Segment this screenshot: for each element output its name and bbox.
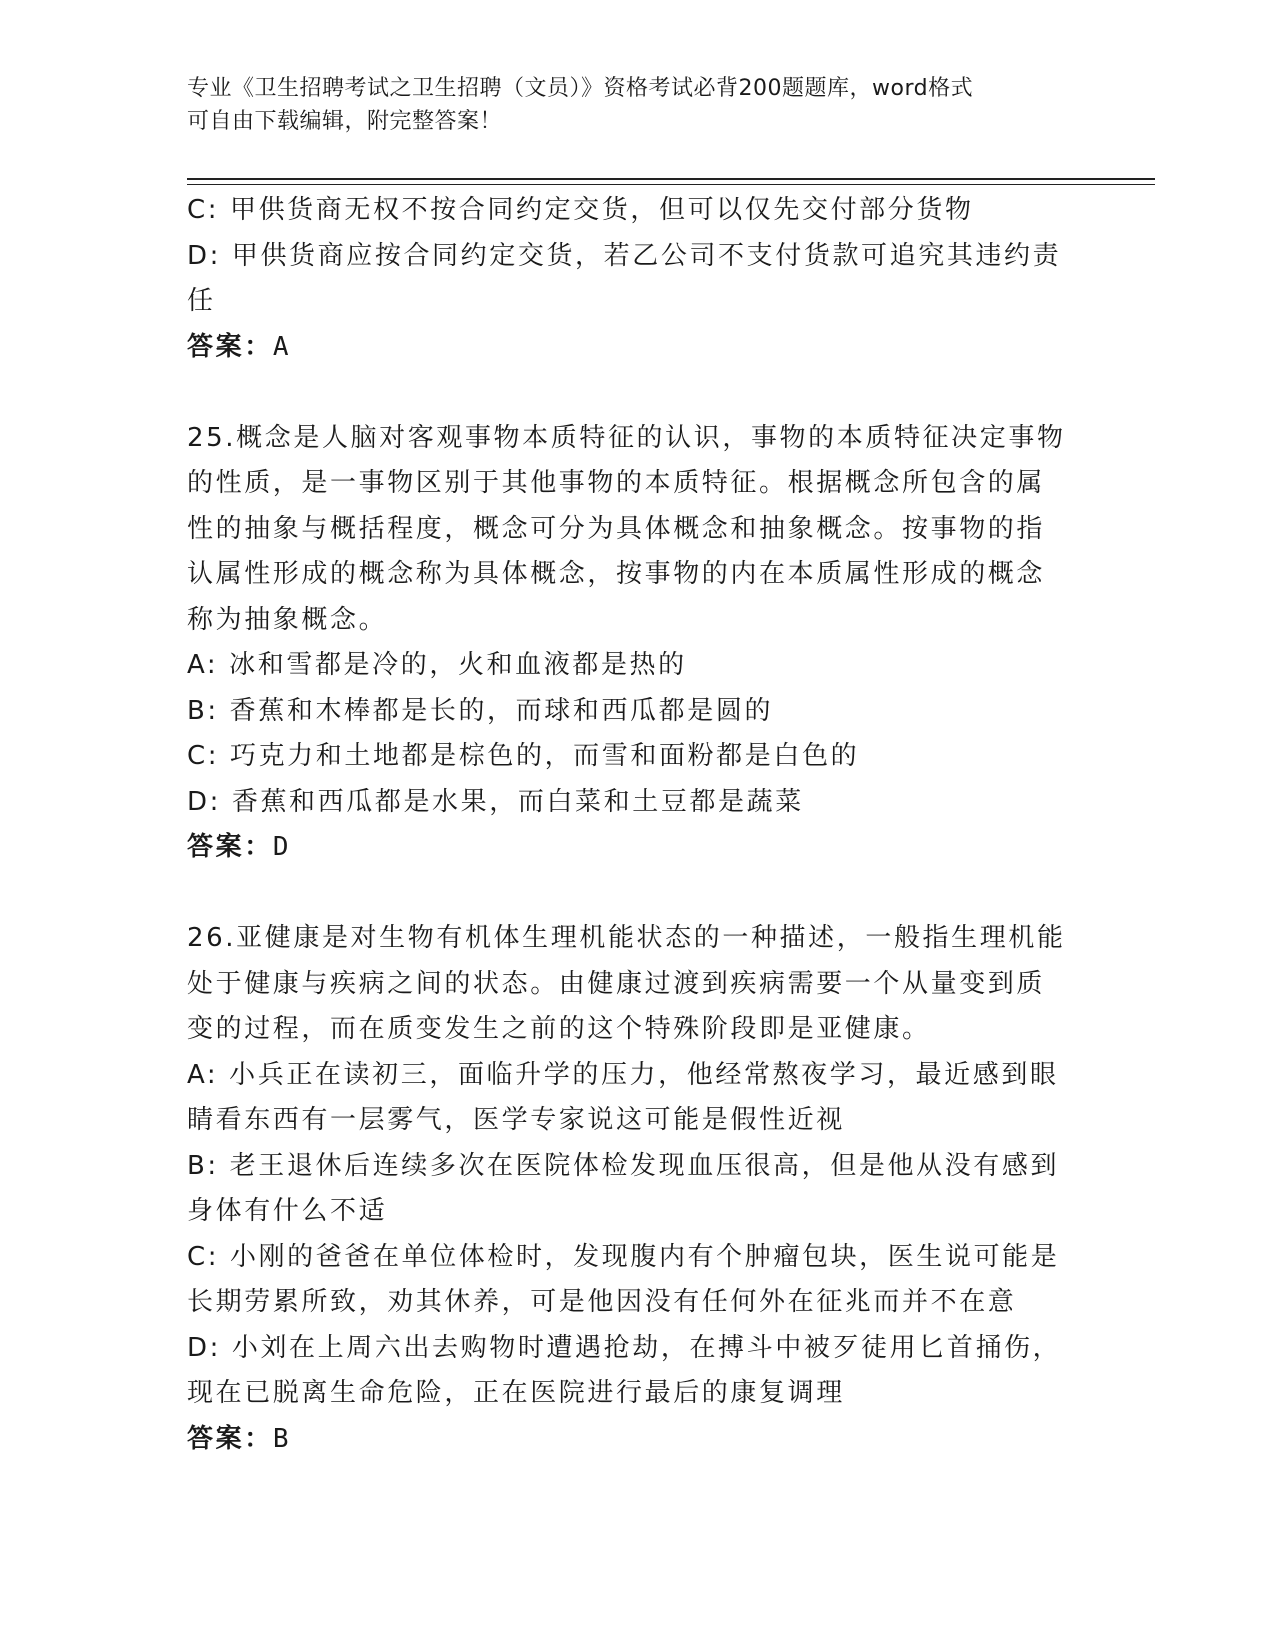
option-b-line-2: 身体有什么不适 [187, 1196, 388, 1226]
document-header [187, 72, 1067, 138]
header-title-line-2: 可自由下载编辑，附完整答案！ [187, 109, 503, 134]
answer [187, 1417, 1087, 1463]
option-d: D: 香蕉和西瓜都是水果，而白菜和土豆都是蔬菜 [187, 786, 804, 817]
option-d-line-1: D: 小刘在上周六出去购物时遭遇抢劫，在搏斗中被歹徒用匕首捅伤， [187, 1332, 1062, 1363]
question-stem-line-1: 26.亚健康是对生物有机体生理机能状态的一种描述，一般指生理机能 [187, 923, 1066, 953]
question-stem-line-1: 25.概念是人脑对客观事物本质特征的认识，事物的本质特征决定事物 [187, 422, 1066, 453]
question-spacer [187, 370, 1087, 416]
option-c: C: 甲供货商无权不按合同约定交货，但可以仅先交付部分货物 [187, 195, 974, 225]
question-stem-line-5: 称为抽象概念。 [187, 604, 388, 635]
answer-label: 答案： [187, 1423, 273, 1454]
header-divider-thin [187, 184, 1155, 185]
option-b: B: 香蕉和木棒都是长的，而球和西瓜都是圆的 [187, 695, 774, 726]
option-c-line-1: C: 小刚的爸爸在单位体检时，发现腹内有个肿瘤包块，医生说可能是 [187, 1241, 1060, 1272]
question-26 [187, 916, 1087, 1462]
option-a-line-2: 睛看东西有一层雾气，医学专家说这可能是假性近视 [187, 1105, 845, 1135]
answer-value: A [272, 331, 292, 362]
answer [187, 825, 1087, 871]
answer [187, 325, 1087, 371]
option-d-line-1: D: 甲供货商应按合同约定交货，若乙公司不支付货款可追究其违约责 [187, 240, 1062, 271]
question-stem-line-4: 认属性形成的概念称为具体概念，按事物的内在本质属性形成的概念 [187, 559, 1046, 589]
answer-label: 答案： [187, 331, 273, 362]
answer-value: D [272, 832, 292, 862]
document-body [187, 188, 1087, 1462]
question-stem-line-2: 的性质，是一事物区别于其他事物的本质特征。根据概念所包含的属 [187, 468, 1046, 498]
option-b-line-1: B: 老王退休后连续多次在医院体检发现血压很高，但是他从没有感到 [187, 1150, 1060, 1181]
question-25 [187, 416, 1087, 871]
header-divider-thick [187, 178, 1155, 180]
option-c: C: 巧克力和土地都是棕色的，而雪和面粉都是白色的 [187, 741, 860, 771]
question-stem-line-3: 变的过程，而在质变发生之前的这个特殊阶段即是亚健康。 [187, 1014, 931, 1044]
option-d-line-2: 现在已脱离生命危险，正在医院进行最后的康复调理 [187, 1378, 845, 1408]
question-24-tail [187, 188, 1087, 370]
question-stem-line-3: 性的抽象与概括程度，概念可分为具体概念和抽象概念。按事物的指 [187, 513, 1046, 544]
option-a-line-1: A: 小兵正在读初三，面临升学的压力，他经常熬夜学习，最近感到眼 [187, 1059, 1059, 1090]
option-c-line-2: 长期劳累所致，劝其休养，可是他因没有任何外在征兆而并不在意 [187, 1287, 1017, 1317]
header-title-line-1: 专业《卫生招聘考试之卫生招聘（文员）》资格考试必背200题题库，word格式 [187, 76, 974, 101]
option-d-line-2: 任 [187, 286, 216, 316]
question-spacer [187, 871, 1087, 917]
option-a: A: 冰和雪都是冷的，火和血液都是热的 [187, 650, 687, 680]
answer-label: 答案： [187, 832, 273, 862]
question-stem-line-2: 处于健康与疾病之间的状态。由健康过渡到疾病需要一个从量变到质 [187, 968, 1046, 999]
answer-value: B [272, 1423, 292, 1454]
